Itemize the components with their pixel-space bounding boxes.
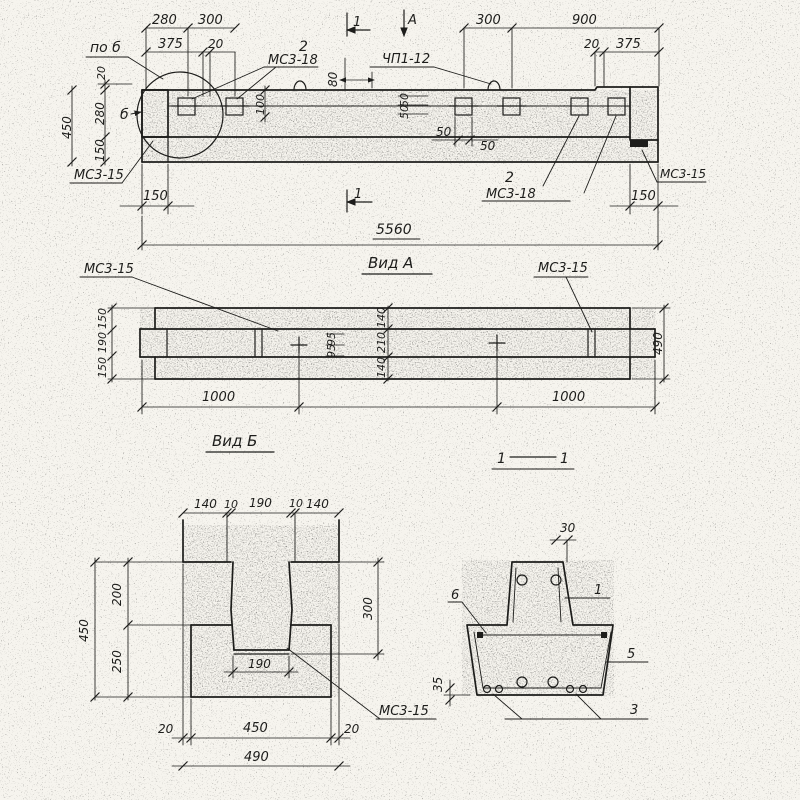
- dim-150-top: 150: [96, 308, 109, 329]
- label-ms315-right: МС3-15: [660, 167, 706, 181]
- label-ms315-left: МС3-15: [74, 168, 124, 183]
- dim-50-v2: 50: [398, 105, 411, 119]
- callout-3: 3: [630, 703, 639, 718]
- dim-280: 280: [152, 13, 177, 28]
- dim-95-a: 95: [325, 332, 338, 346]
- dim-210-mid: 210: [375, 332, 388, 353]
- dim-250: 250: [110, 650, 124, 673]
- view-b-label-ms315: МС3-15: [379, 704, 429, 719]
- dim-450-bottom: 450: [243, 721, 268, 736]
- dim-10-right: 10: [289, 497, 303, 510]
- dim-1000-right: 1000: [552, 390, 586, 405]
- dim-50-h2: 50: [480, 139, 496, 153]
- dim-50-h1: 50: [436, 125, 452, 139]
- view-a-title: Вид А: [368, 254, 414, 272]
- dim-80: 80: [326, 71, 340, 87]
- dim-140-top: 140: [375, 307, 388, 328]
- callout-5: 5: [627, 647, 636, 662]
- view-a-label-ms315-left: МС3-15: [84, 262, 134, 277]
- dim-20-left: 20: [208, 37, 224, 51]
- section-mark-top-label: 1: [353, 15, 362, 30]
- callout-6: 6: [451, 588, 460, 603]
- dim-200: 200: [110, 583, 124, 606]
- dim-50-v1: 50: [398, 93, 411, 107]
- dim-140-left: 140: [194, 497, 217, 511]
- view-arrow-label: А: [408, 13, 417, 28]
- dim-490: 490: [651, 332, 665, 355]
- dim-95-b: 95: [325, 344, 338, 358]
- label-po-b: по б: [90, 40, 121, 56]
- dim-490: 490: [244, 750, 269, 765]
- label-ms318-top: МС3-18: [268, 53, 318, 68]
- callout-1: 1: [594, 583, 603, 598]
- dim-20-br: 20: [344, 722, 360, 736]
- dim-150-bottom-right: 150: [631, 189, 656, 204]
- label-ms318-bottom: МС3-18: [486, 187, 536, 202]
- dim-190-inner: 190: [248, 657, 271, 671]
- view-a-label-ms315-right: МС3-15: [538, 261, 588, 276]
- callout-2-top: 2: [299, 39, 308, 55]
- dim-450-side: 450: [60, 116, 74, 139]
- dim-20-bl: 20: [158, 722, 174, 736]
- dim-5560: 5560: [376, 222, 412, 238]
- dim-450-left: 450: [77, 619, 91, 642]
- callout-2-bottom: 2: [505, 170, 514, 186]
- dim-300: 300: [361, 597, 375, 620]
- section-mark-left: 1: [497, 451, 506, 467]
- dim-900: 900: [572, 13, 597, 28]
- dim-140-bottom: 140: [375, 357, 388, 378]
- view-b-title: Вид Б: [212, 432, 258, 450]
- dim-35: 35: [431, 676, 445, 692]
- section-mark-bottom-label: 1: [354, 187, 363, 202]
- dim-190-top: 190: [249, 496, 272, 510]
- section-mark-right: 1: [560, 451, 569, 467]
- dim-30: 30: [560, 521, 576, 535]
- dim-150-side: 150: [93, 139, 107, 162]
- label-chp1-12: ЧП1-12: [382, 52, 431, 67]
- dim-100: 100: [254, 94, 267, 115]
- dim-10-left: 10: [224, 498, 238, 511]
- dim-300-right: 300: [476, 13, 501, 28]
- dim-150-bottom-left: 150: [143, 189, 168, 204]
- dim-1000-left: 1000: [202, 390, 236, 405]
- dim-375-left: 375: [158, 37, 183, 52]
- dim-140-right: 140: [306, 497, 329, 511]
- dim-280-side: 280: [93, 102, 107, 125]
- end-plate-tab: [630, 140, 648, 147]
- dim-20-right: 20: [584, 37, 600, 51]
- dim-20-side: 20: [95, 66, 108, 80]
- dim-190-mid: 190: [96, 332, 109, 353]
- dim-150-bottom: 150: [96, 357, 109, 378]
- dim-375-right: 375: [616, 37, 641, 52]
- label-b: б: [120, 107, 129, 123]
- dim-300-left: 300: [198, 13, 223, 28]
